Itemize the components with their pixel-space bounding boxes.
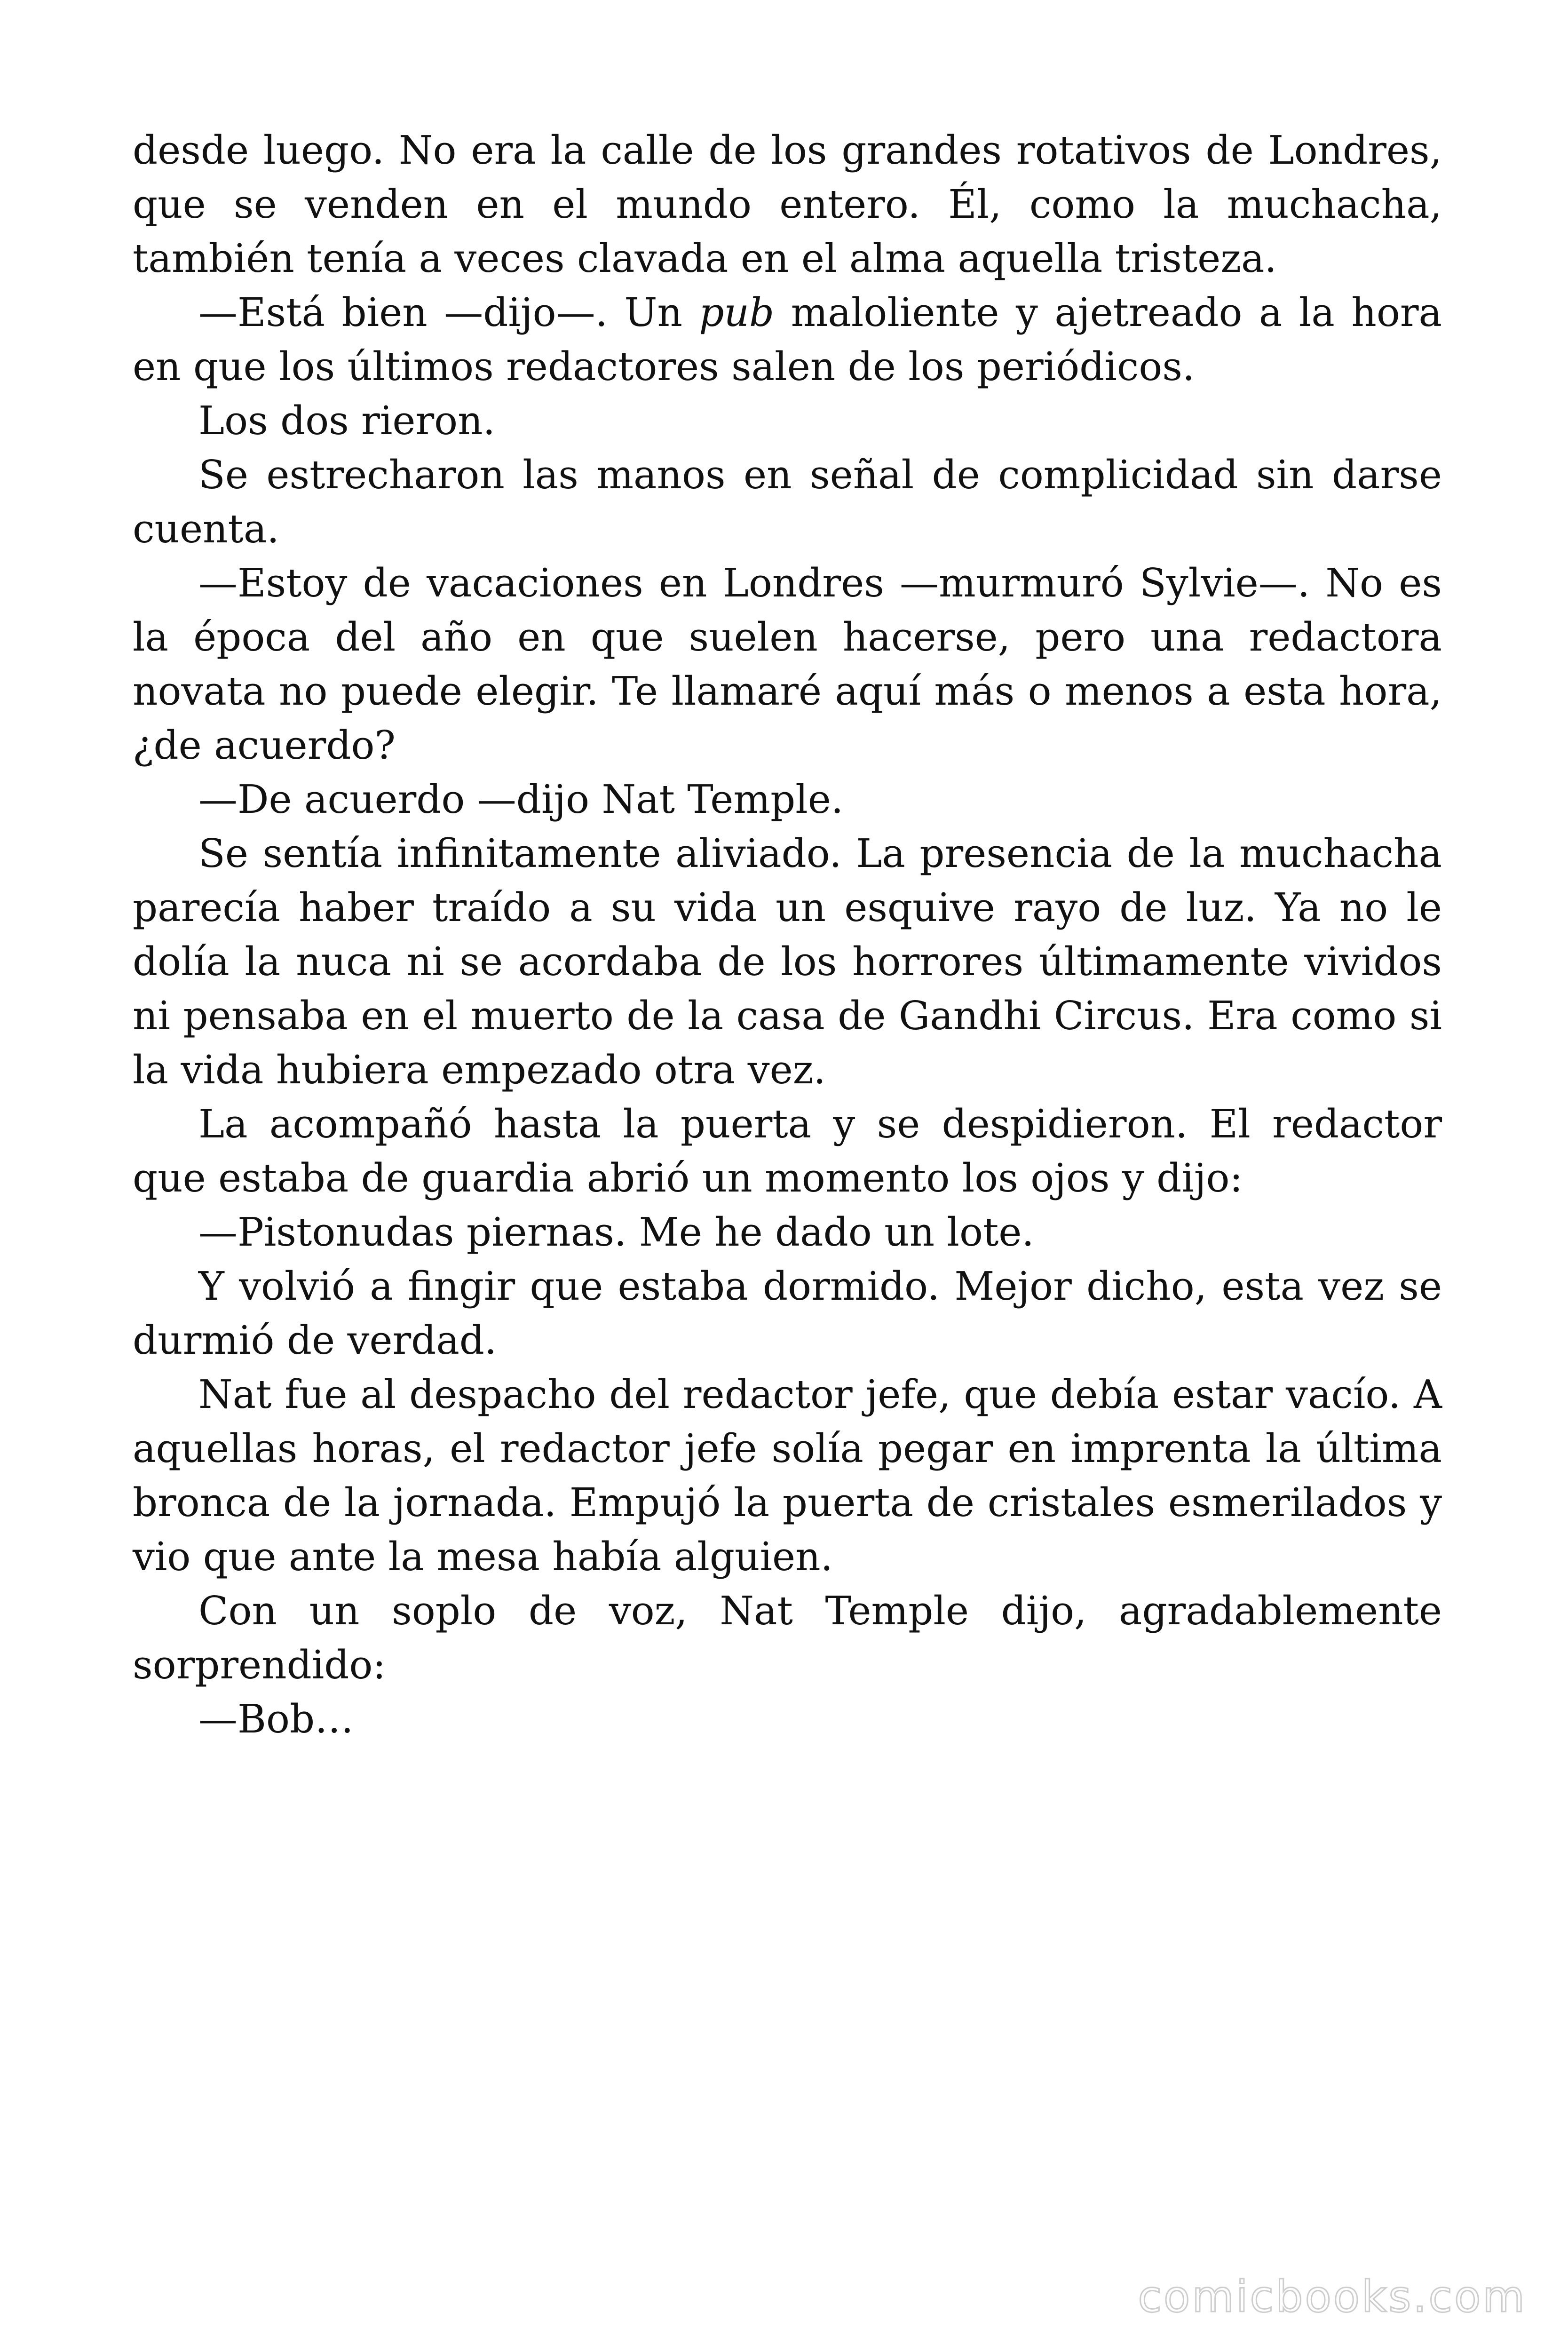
watermark-logo: comicbooks.com: [1138, 2272, 1527, 2322]
paragraph-2: [133, 286, 1442, 394]
paragraph-1: desde luego. No era la calle de los grandes rotativos de Londres, que se venden en el mundo entero. Él, como la muchacha, también tenía a veces clavada en el alma aquella tristeza.: [133, 127, 1442, 281]
paragraph-6: —De acuerdo —dijo Nat Temple.: [198, 777, 844, 822]
paragraph-12: Con un soplo de voz, Nat Temple dijo, agradablemente sorprendido:: [133, 1588, 1442, 1688]
body-text: [133, 123, 1442, 1746]
paragraph-5: —Estoy de vacaciones en Londres —murmuró Sylvie—. No es la época del año en que suelen hacerse, pero una redactora novata no puede elegir. Te llamaré aquí más o menos a esta hora, ¿de acuerdo?: [133, 560, 1442, 768]
paragraph-9: —Pistonudas piernas. Me he dado un lote.: [198, 1209, 1034, 1255]
paragraph-10: Y volvió a fingir que estaba dormido. Mejor dicho, esta vez se durmió de verdad.: [133, 1263, 1442, 1363]
paragraph-11: Nat fue al despacho del redactor jefe, que debía estar vacío. A aquellas horas, el redactor jefe solía pegar en imprenta la última bronca de la jornada. Empujó la puerta de cristales esmerilados y vio que ante la mesa había alguien.: [133, 1372, 1442, 1580]
paragraph-4: Se estrecharon las manos en señal de complicidad sin darse cuenta.: [133, 452, 1442, 552]
italic-pub: pub: [699, 290, 775, 335]
paragraph-3: Los dos rieron.: [198, 398, 495, 444]
paragraph-13: —Bob…: [198, 1696, 354, 1742]
paragraph-7: Se sentía infinitamente aliviado. La presencia de la muchacha parecía haber traído a su vida un esquive rayo de luz. Ya no le dolía la nuca ni se acordaba de los horrores últimamente vividos ni pensaba en el muerto de la casa de Gandhi Circus. Era como si la vida hubiera empezado otra vez.: [133, 831, 1442, 1093]
paragraph-8: La acompañó hasta la puerta y se despidieron. El redactor que estaba de guardia abrió un momento los ojos y dijo:: [133, 1101, 1442, 1201]
paragraph-2-before: —Está bien —dijo—. Un: [198, 290, 699, 335]
paragraph-2-after: maloliente y ajetreado a la hora en que los últimos redactores salen de los periódicos.: [133, 290, 1442, 389]
